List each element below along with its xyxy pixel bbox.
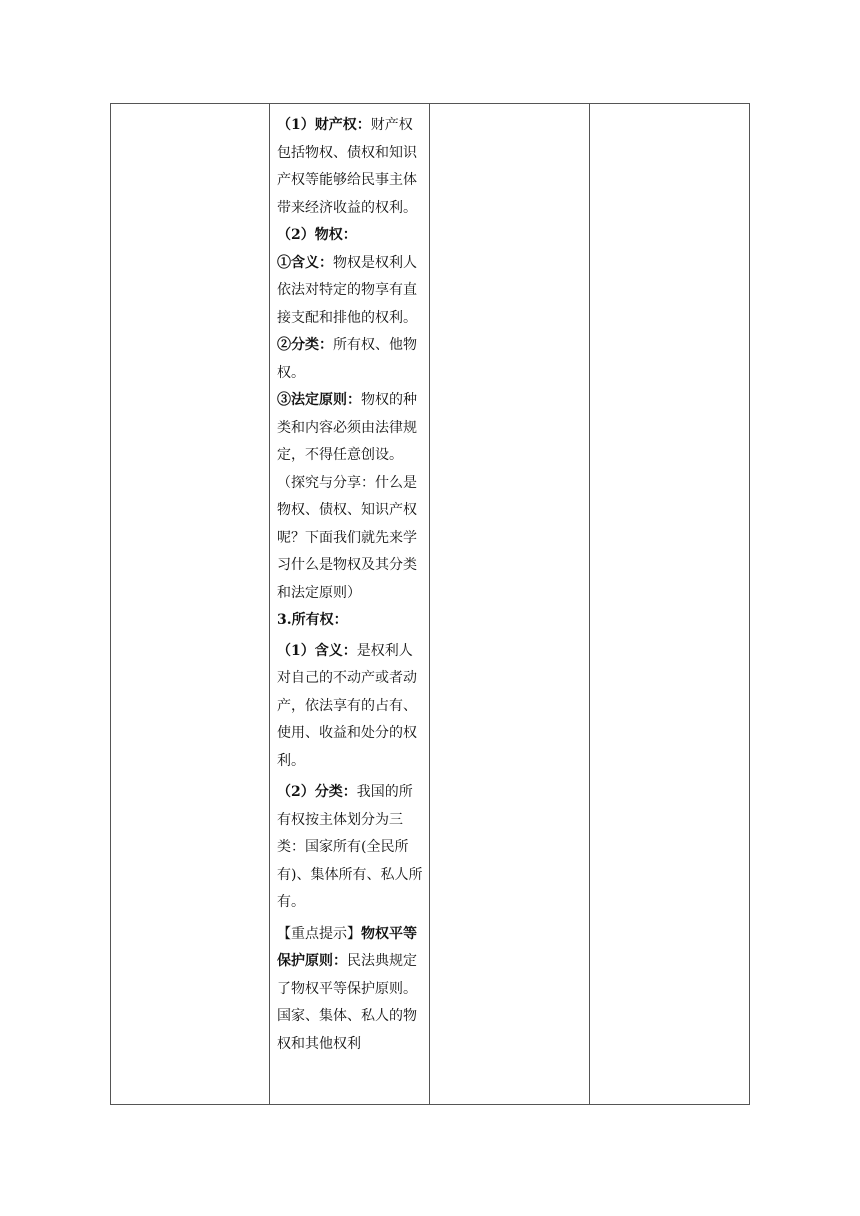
column-divider — [429, 104, 430, 1104]
tip-prefix: 【重点提示】 — [277, 925, 361, 942]
term-label: ①含义： — [277, 254, 333, 271]
term-label: （2）物权： — [277, 227, 357, 243]
term-label: （1）财产权： — [277, 117, 371, 133]
table-cell-content — [277, 112, 425, 1058]
paragraph-ownership-classification — [277, 779, 425, 917]
paragraph-meaning — [277, 250, 425, 333]
paragraph-property-right — [277, 112, 425, 222]
paragraph-ownership-heading — [277, 607, 425, 635]
term-label: 物权平等保护原则： — [277, 925, 417, 969]
paragraph-real-right — [277, 222, 425, 250]
paragraph-key-tip — [277, 921, 425, 1059]
document-table — [110, 103, 750, 1105]
paragraph-text: 物权是权利人依法对特定的物享有直接支配和排他的权利。 — [277, 254, 417, 326]
term-label: ③法定原则： — [277, 392, 361, 408]
paragraph-text: 我国的所有权按主体划分为三类：国家所有(全民所有)、集体所有、私人所有。 — [277, 784, 423, 910]
column-divider — [589, 104, 590, 1104]
paragraph-text: 是权利人对自己的不动产或者动产，依法享有的占有、使用、收益和处分的权利。 — [277, 642, 417, 769]
paragraph-text: 所有权、他物权。 — [277, 337, 417, 381]
paragraph-text: 物权的种类和内容必须由法律规定，不得任意创设。 （探究与分享：什么是物权、债权、知识产权呢？下面我们就先来学习什么是物权及其分类和法定原则） — [277, 392, 417, 601]
paragraph-text: 民法典规定了物权平等保护原则。国家、集体、私人的物权和其他权利 — [277, 953, 417, 1052]
paragraph-ownership-meaning — [277, 638, 425, 776]
paragraph-legal-principle — [277, 387, 425, 607]
term-label: ②分类： — [277, 337, 333, 353]
paragraph-text: 财产权包括物权、债权和知识产权等能够给民事主体带来经济收益的权利。 — [277, 117, 417, 216]
paragraph-classification — [277, 332, 425, 387]
term-label: （2）分类： — [277, 784, 357, 800]
section-heading: 3.所有权： — [277, 612, 348, 628]
column-divider — [269, 104, 270, 1104]
term-label: （1）含义： — [277, 642, 357, 659]
